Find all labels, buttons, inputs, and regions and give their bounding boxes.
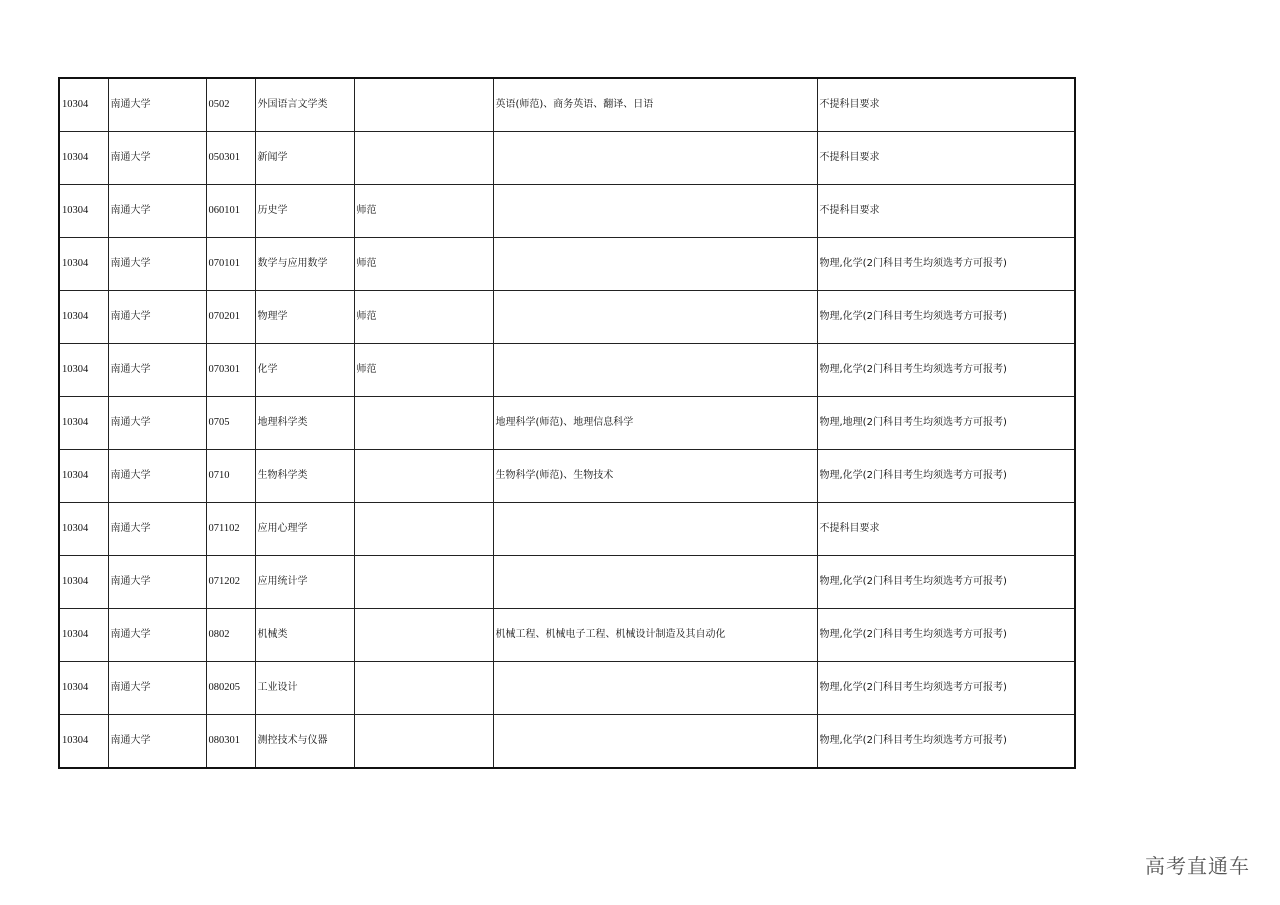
school-name-cell: 南通大学 — [108, 185, 206, 238]
major-code-cell: 0502 — [206, 78, 255, 132]
major-name-cell: 数学与应用数学 — [255, 238, 354, 291]
major-code-cell: 071102 — [206, 503, 255, 556]
school-name-cell: 南通大学 — [108, 238, 206, 291]
major-name-cell: 新闻学 — [255, 132, 354, 185]
included-majors-cell: 生物科学(师范)、生物技术 — [493, 450, 817, 503]
included-majors-cell: 机械工程、机械电子工程、机械设计制造及其自动化 — [493, 609, 817, 662]
school-name-cell: 南通大学 — [108, 715, 206, 769]
subject-requirement-cell: 不提科目要求 — [817, 78, 1075, 132]
major-code-cell: 070201 — [206, 291, 255, 344]
included-majors-cell — [493, 503, 817, 556]
major-note-cell: 师范 — [354, 185, 493, 238]
school-code-cell: 10304 — [59, 344, 108, 397]
school-name-cell: 南通大学 — [108, 503, 206, 556]
watermark-logo: 高考直通车 — [1145, 854, 1250, 878]
major-name-cell: 地理科学类 — [255, 397, 354, 450]
school-name-cell: 南通大学 — [108, 132, 206, 185]
major-note-cell: 师范 — [354, 238, 493, 291]
subject-requirement-cell: 物理,化学(2门科目考生均须选考方可报考) — [817, 450, 1075, 503]
school-code-cell: 10304 — [59, 556, 108, 609]
table-row — [59, 662, 1075, 715]
major-code-cell: 060101 — [206, 185, 255, 238]
major-name-cell: 历史学 — [255, 185, 354, 238]
table-row — [59, 503, 1075, 556]
major-note-cell — [354, 503, 493, 556]
major-note-cell — [354, 78, 493, 132]
subject-requirement-cell: 物理,化学(2门科目考生均须选考方可报考) — [817, 291, 1075, 344]
major-code-cell: 080301 — [206, 715, 255, 769]
major-code-cell: 070101 — [206, 238, 255, 291]
major-code-cell: 080205 — [206, 662, 255, 715]
school-name-cell: 南通大学 — [108, 556, 206, 609]
included-majors-cell — [493, 344, 817, 397]
major-note-cell — [354, 556, 493, 609]
school-code-cell: 10304 — [59, 609, 108, 662]
school-name-cell: 南通大学 — [108, 450, 206, 503]
school-code-cell: 10304 — [59, 503, 108, 556]
school-name-cell: 南通大学 — [108, 662, 206, 715]
major-note-cell: 师范 — [354, 291, 493, 344]
major-note-cell — [354, 662, 493, 715]
major-name-cell: 应用心理学 — [255, 503, 354, 556]
table-row — [59, 609, 1075, 662]
major-name-cell: 应用统计学 — [255, 556, 354, 609]
table-row — [59, 78, 1075, 132]
school-code-cell: 10304 — [59, 397, 108, 450]
major-note-cell — [354, 450, 493, 503]
major-note-cell — [354, 609, 493, 662]
school-code-cell: 10304 — [59, 238, 108, 291]
included-majors-cell — [493, 238, 817, 291]
included-majors-cell — [493, 291, 817, 344]
table-row — [59, 185, 1075, 238]
major-code-cell: 070301 — [206, 344, 255, 397]
major-note-cell — [354, 132, 493, 185]
included-majors-cell — [493, 662, 817, 715]
school-name-cell: 南通大学 — [108, 609, 206, 662]
school-code-cell: 10304 — [59, 715, 108, 769]
table-row — [59, 132, 1075, 185]
subject-requirement-cell: 物理,化学(2门科目考生均须选考方可报考) — [817, 556, 1075, 609]
subject-requirement-cell: 不提科目要求 — [817, 132, 1075, 185]
subject-requirement-cell: 物理,化学(2门科目考生均须选考方可报考) — [817, 609, 1075, 662]
major-name-cell: 外国语言文学类 — [255, 78, 354, 132]
table-row — [59, 715, 1075, 769]
school-code-cell: 10304 — [59, 185, 108, 238]
major-name-cell: 机械类 — [255, 609, 354, 662]
table-body — [59, 78, 1075, 768]
subject-requirement-cell: 物理,化学(2门科目考生均须选考方可报考) — [817, 238, 1075, 291]
table-row — [59, 344, 1075, 397]
table-row — [59, 556, 1075, 609]
major-code-cell: 0705 — [206, 397, 255, 450]
school-code-cell: 10304 — [59, 132, 108, 185]
subject-requirement-cell: 物理,化学(2门科目考生均须选考方可报考) — [817, 662, 1075, 715]
included-majors-cell — [493, 185, 817, 238]
table-row — [59, 291, 1075, 344]
major-code-cell: 050301 — [206, 132, 255, 185]
subject-requirement-cell: 物理,地理(2门科目考生均须选考方可报考) — [817, 397, 1075, 450]
school-name-cell: 南通大学 — [108, 344, 206, 397]
subject-requirement-cell: 不提科目要求 — [817, 503, 1075, 556]
included-majors-cell: 地理科学(师范)、地理信息科学 — [493, 397, 817, 450]
school-name-cell: 南通大学 — [108, 78, 206, 132]
school-name-cell: 南通大学 — [108, 397, 206, 450]
table-row — [59, 397, 1075, 450]
major-note-cell — [354, 715, 493, 769]
school-code-cell: 10304 — [59, 291, 108, 344]
subject-requirement-cell: 物理,化学(2门科目考生均须选考方可报考) — [817, 344, 1075, 397]
included-majors-cell — [493, 132, 817, 185]
subject-requirement-table — [58, 77, 1076, 769]
subject-requirement-cell: 不提科目要求 — [817, 185, 1075, 238]
school-code-cell: 10304 — [59, 78, 108, 132]
school-code-cell: 10304 — [59, 450, 108, 503]
table-row — [59, 450, 1075, 503]
major-name-cell: 测控技术与仪器 — [255, 715, 354, 769]
included-majors-cell — [493, 556, 817, 609]
subject-requirement-cell: 物理,化学(2门科目考生均须选考方可报考) — [817, 715, 1075, 769]
major-name-cell: 生物科学类 — [255, 450, 354, 503]
major-note-cell: 师范 — [354, 344, 493, 397]
major-name-cell: 化学 — [255, 344, 354, 397]
major-note-cell — [354, 397, 493, 450]
major-code-cell: 071202 — [206, 556, 255, 609]
included-majors-cell — [493, 715, 817, 769]
major-name-cell: 物理学 — [255, 291, 354, 344]
school-name-cell: 南通大学 — [108, 291, 206, 344]
included-majors-cell: 英语(师范)、商务英语、翻译、日语 — [493, 78, 817, 132]
major-name-cell: 工业设计 — [255, 662, 354, 715]
major-code-cell: 0802 — [206, 609, 255, 662]
table-row — [59, 238, 1075, 291]
major-code-cell: 0710 — [206, 450, 255, 503]
school-code-cell: 10304 — [59, 662, 108, 715]
